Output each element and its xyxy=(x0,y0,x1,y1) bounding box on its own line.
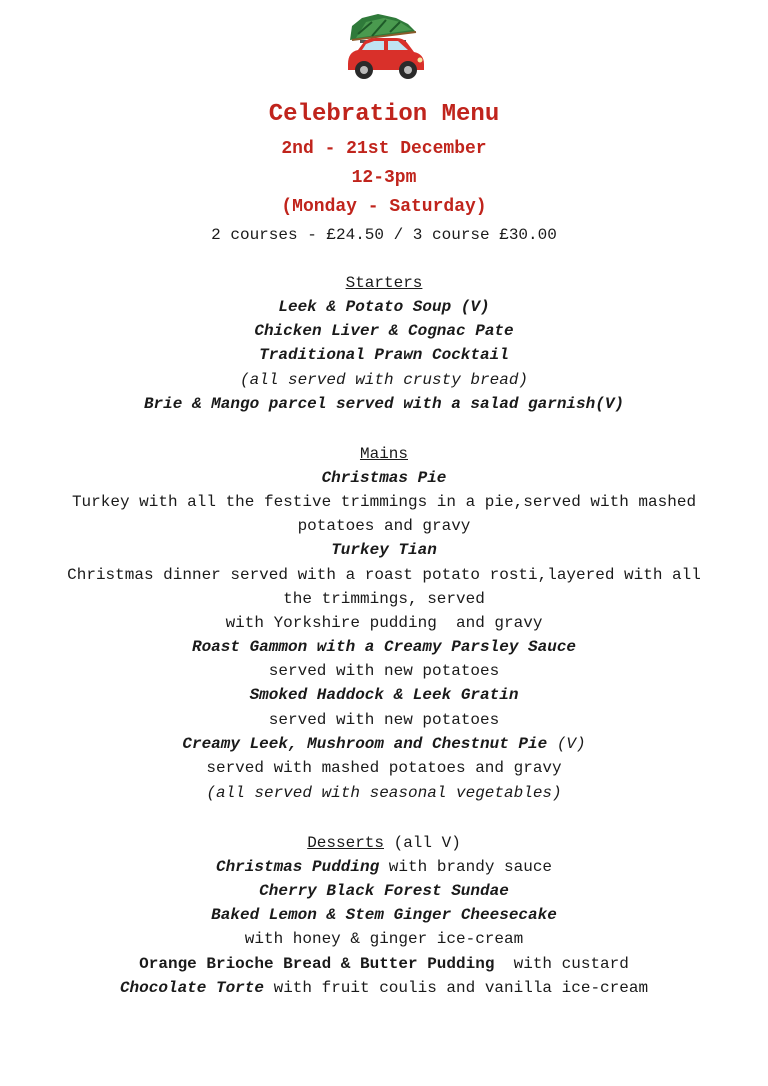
dessert-desc: with honey & ginger ice-cream xyxy=(244,930,524,948)
red-car-with-christmas-tree-icon xyxy=(338,10,430,82)
mains-note: (all served with seasonal vegetables) xyxy=(206,784,562,802)
main-desc: potatoes and gravy xyxy=(297,517,471,535)
menu-title: Celebration Menu xyxy=(268,101,500,128)
main-desc: served with new potatoes xyxy=(268,711,500,729)
starters-note: (all served with crusty bread) xyxy=(239,371,529,389)
main-name: Creamy Leek, Mushroom and Chestnut Pie xyxy=(182,735,548,753)
main-desc: the trimmings, served xyxy=(283,590,485,608)
dessert-name: Chocolate Torte xyxy=(119,979,264,997)
menu-hours: 12-3pm xyxy=(351,168,417,188)
main-veg-marker: (V) xyxy=(547,735,586,753)
main-name: Smoked Haddock & Leek Gratin xyxy=(249,686,519,704)
dessert-line xyxy=(0,978,768,998)
dessert-line xyxy=(0,954,768,974)
menu-days: (Monday - Saturday) xyxy=(281,197,487,217)
starter-item: Leek & Potato Soup (V) xyxy=(278,298,490,316)
desserts-heading-line xyxy=(0,833,768,853)
main-name: Christmas Pie xyxy=(321,469,447,487)
main-desc: served with new potatoes xyxy=(268,662,500,680)
dessert-name: Cherry Black Forest Sundae xyxy=(259,882,509,900)
starters-heading: Starters xyxy=(345,274,423,292)
menu-prices: 2 courses - £24.50 / 3 course £30.00 xyxy=(211,226,557,244)
starter-item: Chicken Liver & Cognac Pate xyxy=(254,322,514,340)
main-desc: Turkey with all the festive trimmings in a pie,served with mashed xyxy=(71,493,697,511)
main-desc: served with mashed potatoes and gravy xyxy=(206,759,562,777)
mains-heading: Mains xyxy=(359,445,408,463)
main-desc: Christmas dinner served with a roast potato rosti,layered with all xyxy=(67,566,701,584)
starter-item: Traditional Prawn Cocktail xyxy=(259,346,509,364)
dessert-desc: with custard xyxy=(494,955,629,973)
main-line xyxy=(0,734,768,754)
main-desc: with Yorkshire pudding and gravy xyxy=(225,614,543,632)
dessert-desc: with fruit coulis and vanilla ice-cream xyxy=(263,979,649,997)
menu-dates: 2nd - 21st December xyxy=(281,139,487,159)
main-name: Roast Gammon with a Creamy Parsley Sauce xyxy=(191,638,577,656)
dessert-desc: with brandy sauce xyxy=(379,858,553,876)
starter-item-extra: Brie & Mango parcel served with a salad garnish(V) xyxy=(143,395,625,413)
main-name: Turkey Tian xyxy=(331,541,437,559)
dessert-name: Orange Brioche Bread & Butter Pudding xyxy=(139,955,495,973)
dessert-line xyxy=(0,857,768,877)
dessert-name: Christmas Pudding xyxy=(215,858,380,876)
desserts-heading: Desserts xyxy=(307,834,384,852)
dessert-name: Baked Lemon & Stem Ginger Cheesecake xyxy=(211,906,557,924)
desserts-heading-suffix: (all V) xyxy=(384,834,461,852)
